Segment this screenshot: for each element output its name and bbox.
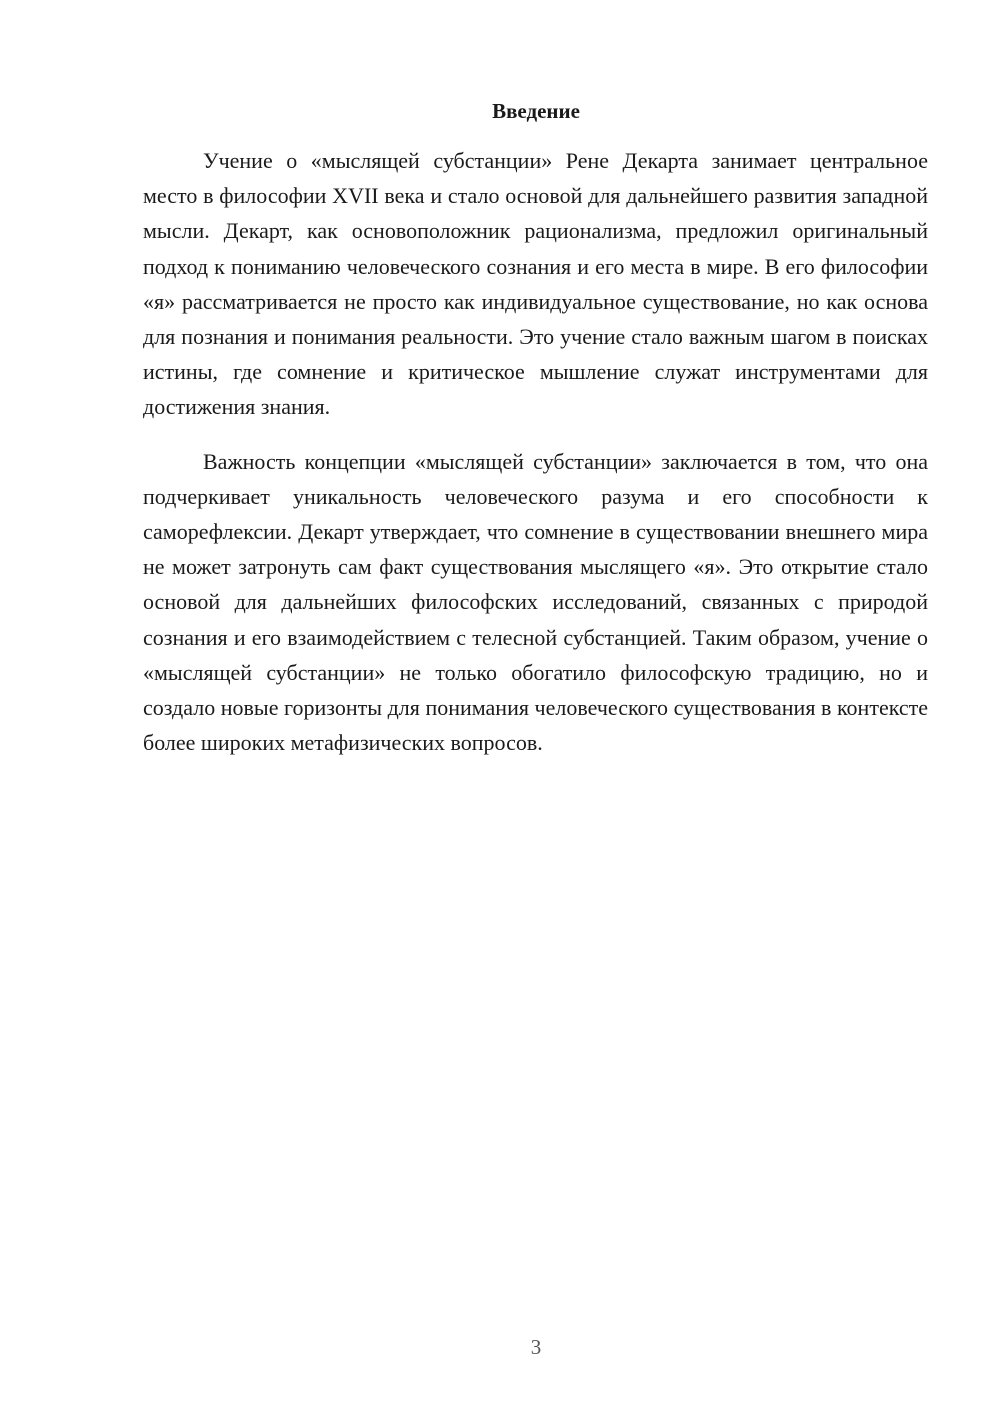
section-heading: Введение (492, 99, 580, 123)
page-number: 3 (530, 1335, 542, 1359)
body-text (143, 143, 928, 760)
paragraph-2: Важность концепции «мыслящей субстанции» заключается в том, что она подчеркивает уникальность человеческого разума и его способности к саморефлексии. Декарт утверждает, что сомнение в существовании внешнего мира не может затронуть сам факт существования мыслящего «я». Это открытие стало основой для дальнейших философских исследований, связанных с природой сознания и его взаимодействием с телесной субстанцией. Таким образом, учение о «мыслящей субстанции» не только обогатило философскую традицию, но и создало новые горизонты для понимания человеческого существования в контексте более широких метафизических вопросов. (143, 448, 928, 756)
paragraph-1: Учение о «мыслящей субстанции» Рене Декарта занимает центральное место в философии XVII века и стало основой для дальнейшего развития западной мысли. Декарт, как основоположник рационализма, предложил оригинальный подход к пониманию человеческого сознания и его места в мире. В его философии «я» рассматривается не просто как индивидуальное существование, но как основа для познания и понимания реальности. Это учение стало важным шагом в поисках истины, где сомнение и критическое мышление служат инструментами для достижения знания. (143, 148, 928, 420)
